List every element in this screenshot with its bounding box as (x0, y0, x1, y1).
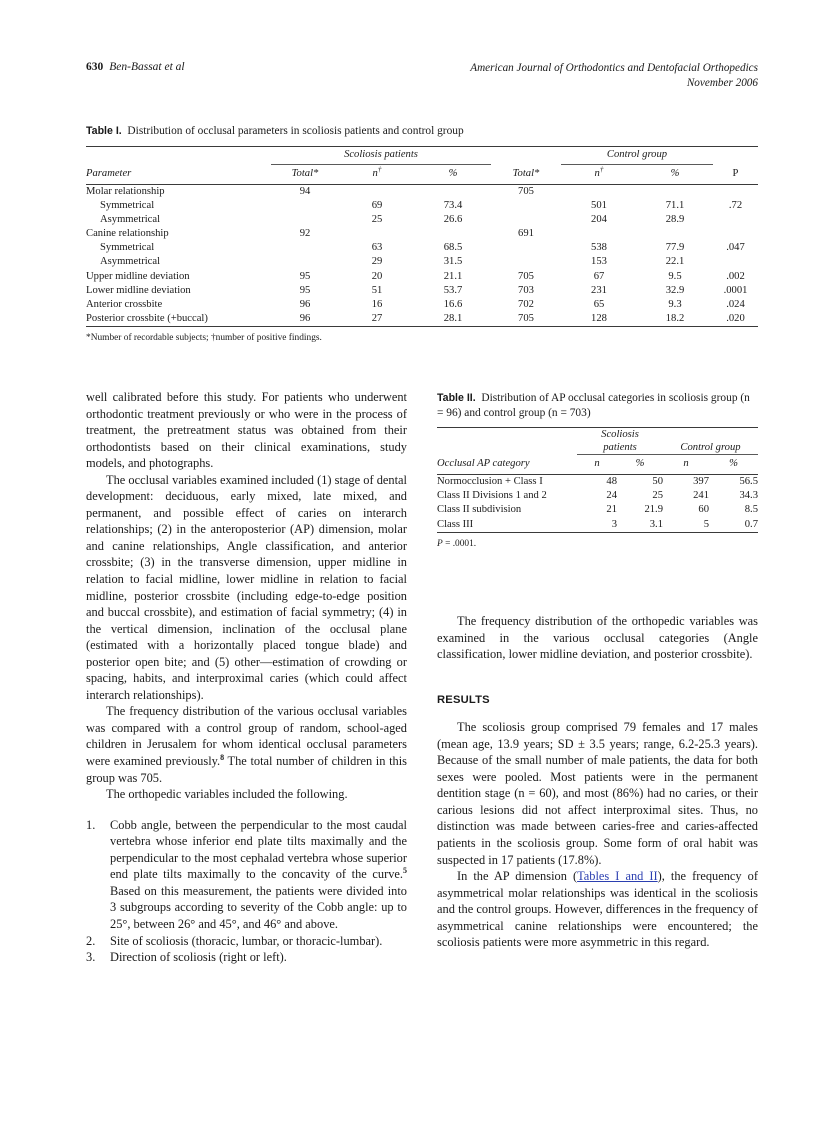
cell-p (713, 227, 758, 241)
cell-total2: 705 (518, 312, 534, 324)
col-header-n-control: n (683, 458, 689, 469)
cell-pct1: 50 (652, 476, 663, 487)
journal-title: American Journal of Orthodontics and Dentofacial Orthopedics (470, 62, 758, 74)
table-1-footnote: *Number of recordable subjects; †number of positive findings. (86, 332, 322, 343)
cell-pct2: 9.3 (668, 298, 682, 310)
cell-category: Class III (437, 518, 474, 530)
cell-n1: 3 (611, 518, 617, 530)
table-1-group-header-row (86, 147, 758, 165)
cell-n1: 63 (371, 242, 383, 254)
table-2-caption-text: Distribution of AP occlusal categories in scoliosis group (n = 96) and control group (n = 703) (437, 392, 750, 419)
cell-category: Class II Divisions 1 and 2 (437, 490, 547, 502)
cell-parameter: Anterior crossbite (86, 298, 163, 310)
dagger-symbol: † (377, 164, 382, 174)
cell-total1: 92 (299, 228, 311, 240)
cell-total2: 703 (518, 284, 534, 296)
cell-n2 (561, 227, 637, 241)
table-row (86, 298, 758, 312)
cell-parameter: Molar relationship (86, 186, 165, 197)
list-item (86, 933, 407, 950)
cell-p: .020 (726, 312, 745, 324)
table-2-label: Table II. (437, 392, 476, 404)
reference-marker-8: 8 (220, 752, 225, 762)
cell-total1 (271, 213, 339, 227)
cell-pct2: 71.1 (665, 200, 685, 212)
spacer-cell (663, 428, 758, 442)
col-header-pct-scoliosis: % (448, 168, 458, 179)
table-row (86, 284, 758, 298)
cell-n2: 67 (593, 270, 605, 282)
running-head-right (470, 61, 758, 90)
cell-category: Normocclusion + Class I (437, 476, 543, 487)
cell-pct1: 21.9 (644, 504, 663, 516)
col-header-category: Occlusal AP category (437, 458, 530, 469)
table-2-footnote-value: = .0001. (442, 538, 477, 549)
list-item-text: Direction of scoliosis (right or left). (110, 950, 287, 965)
cell-n1 (339, 227, 415, 241)
paragraph-3-text-before-link: In the AP dimension ( (457, 869, 578, 884)
table-2-footnote-p: P (437, 538, 443, 549)
cell-total2 (491, 199, 561, 213)
table-1-label: Table I. (86, 125, 122, 137)
cell-n1: 48 (606, 476, 617, 487)
cell-p: .024 (726, 298, 745, 310)
table-row (437, 503, 758, 517)
table-1-block (86, 124, 758, 345)
cell-total1: 96 (299, 298, 311, 310)
cell-parameter: Posterior crossbite (+buccal) (86, 312, 208, 324)
section-heading-results: RESULTS (437, 693, 490, 706)
table-2-footnote (437, 538, 758, 551)
reference-marker-5: 5 (403, 866, 407, 876)
group-header-scoliosis: Scoliosis patients (271, 147, 491, 165)
group-header-control: Control group (663, 441, 758, 455)
cell-pct1: 68.5 (443, 242, 463, 254)
cell-p (713, 185, 758, 200)
cell-p (713, 213, 758, 227)
table-row (86, 241, 758, 255)
col-header-parameter: Parameter (86, 168, 132, 179)
cell-pct1 (415, 185, 491, 200)
cell-p (713, 255, 758, 269)
cell-parameter: Lower midline deviation (86, 284, 191, 296)
table-row (86, 185, 758, 200)
cell-pct1 (415, 227, 491, 241)
table-row (86, 312, 758, 327)
table-2-group-header-row-line1 (437, 428, 758, 442)
cell-n2 (561, 185, 637, 200)
cell-n2: 60 (698, 504, 709, 516)
list-item-number: 3. (86, 950, 96, 965)
paragraph-4: The orthopedic variables included the following. (106, 787, 348, 802)
cell-n2: 204 (591, 214, 607, 226)
cell-pct2: 9.5 (668, 270, 682, 282)
group-header-scoliosis-line2: patients (577, 441, 663, 455)
table-1-caption-text: Distribution of occlusal parameters in scoliosis patients and control group (127, 125, 464, 137)
cell-n2: 231 (591, 284, 607, 296)
col-header-pct-scoliosis: % (635, 458, 645, 469)
cell-pct2: 34.3 (739, 490, 758, 502)
table-2-column-header-row (437, 455, 758, 475)
paragraph-3 (437, 868, 758, 951)
cell-pct2: 28.9 (665, 214, 685, 226)
cell-n1: 16 (371, 298, 383, 310)
spacer-cell (713, 147, 758, 165)
cell-n1: 69 (371, 200, 383, 212)
cell-n1: 51 (371, 284, 383, 296)
cell-total1: 95 (299, 270, 311, 282)
spacer-cell (437, 441, 577, 455)
cell-p: .0001 (723, 284, 748, 296)
paragraph-2: The occlusal variables examined included (1) stage of dental development: deciduous, early mixed, late mixed, and permanent, and possible effect of caries on interarch relationships; (2) in the anteroposterior (AP) dimension, molar and canine relationships, Angle classification, and anterior crossbite; (3) in the transverse dimension, upper midline in relation to facial midline, lower midline in relation to facial midline, posterior crossbite (including edge-to-edge position and buccal crossbite), and estimation of facial symmetry; (4) in the vertical dimension, inclination of the occlusal plane (estimated with a horizontally placed tongue blade) and posterior open bite; and (5) other—estimation of crowding or spacing, habits, and interproximal caries (which could affect interarch relationships). (86, 472, 407, 702)
cell-parameter: Symmetrical (100, 242, 155, 254)
cell-total2: 705 (518, 270, 534, 282)
cell-n2: 128 (591, 312, 607, 324)
cell-n2: 241 (693, 490, 709, 502)
cell-total2 (491, 255, 561, 269)
table-row (437, 475, 758, 490)
cell-total2: 702 (518, 298, 534, 310)
cell-total2: 705 (518, 186, 534, 197)
table-row (86, 227, 758, 241)
cell-p: .002 (726, 270, 745, 282)
paragraph-1: The frequency distribution of the orthopedic variables was examined in the various occlusal categories (Angle classification, lower midline deviation, and posterior crossbite). (437, 614, 758, 662)
cell-p: .72 (728, 200, 743, 212)
cell-pct1: 21.1 (443, 270, 463, 282)
table-row (86, 213, 758, 227)
table-row (86, 199, 758, 213)
table-1-column-header-row (86, 165, 758, 185)
section-spacer (437, 663, 758, 692)
cell-pct2: 18.2 (665, 312, 685, 324)
cell-pct1: 73.4 (443, 200, 463, 212)
cell-total2: 691 (518, 228, 534, 240)
cell-parameter: Upper midline deviation (86, 270, 190, 282)
list-item-text-before-ref: Cobb angle, between the perpendicular to the most caudal vertebra whose inferior end plate tilts maximally and the perpendicular to the most cephalad vertebra whose superior end plate tilts maximally to the concavity of the curve. (110, 817, 407, 882)
paragraph-2: The scoliosis group comprised 79 females and 17 males (mean age, 13.9 years; SD ± 3.5 years; range, 6.2-25.3 years). Because of the small number of male patients, the data for both sexes were pooled. Most patients were in the permanent dentition stage (n = 60), and most (86%) had no caries, or their carious lesions did not affect interproximal sites. Thus, no distinction was made between caries-free and caries-affected patients in the scoliosis group. Some form of oral habit was suspected in 17 patients (17.8%). (437, 720, 758, 867)
body-column-left (86, 389, 407, 966)
table-2-caption (437, 391, 758, 421)
spacer-cell (491, 147, 561, 165)
table-row (86, 270, 758, 284)
table-2-group-header-row-line2 (437, 441, 758, 455)
paragraph-3 (86, 703, 407, 786)
paragraph-3-text-before-ref: The frequency distribution of the various occlusal variables was compared with a control group of random, school-aged children in Jerusalem for whom identical occlusal parameters were examined previously. (86, 704, 407, 769)
cell-n1: 24 (606, 490, 617, 502)
col-header-total-scoliosis: Total* (291, 168, 319, 179)
cell-pct1: 3.1 (649, 518, 663, 530)
cell-pct1: 16.6 (443, 298, 463, 310)
cell-pct2: 0.7 (744, 518, 758, 530)
table-2 (437, 427, 758, 533)
cell-pct1: 26.6 (443, 214, 463, 226)
heading-spacer (437, 708, 758, 719)
cell-parameter: Canine relationship (86, 228, 169, 240)
cell-pct1: 53.7 (443, 284, 463, 296)
col-header-n-scoliosis: n† (372, 164, 382, 179)
cell-n1: 25 (371, 214, 383, 226)
cell-total1 (271, 199, 339, 213)
spacer-cell (86, 147, 271, 165)
list-item (86, 949, 407, 966)
cell-n1 (339, 185, 415, 200)
running-head (86, 61, 758, 95)
paragraph-3-text-after-link: ), the frequency of asymmetrical molar relationships was identical in the scoliosis and the control groups. However, differences in the frequency of asymmetrical canine relationships were encountered; the scoliosis patients were more asymmetric in this regard. (437, 869, 758, 950)
table-1-caption (86, 124, 758, 139)
cell-n2: 501 (591, 200, 607, 212)
col-header-p: P (732, 168, 739, 179)
cell-n2: 5 (703, 518, 709, 530)
cell-n1: 27 (371, 312, 383, 324)
cell-total2 (491, 241, 561, 255)
cell-total1: 96 (299, 312, 311, 324)
col-header-pct-control: % (670, 168, 680, 179)
cell-n1: 21 (606, 504, 617, 516)
table-row (437, 489, 758, 503)
list-item-number: 1. (86, 817, 96, 832)
cell-parameter: Asymmetrical (100, 214, 161, 226)
list-spacer (86, 803, 407, 817)
col-header-n-control: n† (594, 164, 604, 179)
tables-cross-reference-link[interactable]: Tables I and II (577, 869, 658, 884)
cell-parameter: Asymmetrical (100, 256, 161, 268)
spacer-cell (437, 428, 577, 442)
list-item (86, 817, 407, 933)
cell-n2: 538 (591, 242, 607, 254)
orthopedic-variables-list (86, 817, 407, 966)
list-item-number: 2. (86, 933, 96, 948)
paragraph-1: well calibrated before this study. For patients who underwent orthodontic treatment previously or who were in the process of treatment, the pretreatment status was obtained from their orthodontists based on their clinical examinations, study models, and photographs. (86, 390, 407, 471)
dagger-symbol: † (599, 164, 604, 174)
col-header-total-control: Total* (512, 168, 540, 179)
cell-pct2 (637, 185, 713, 200)
running-head-authors: Ben-Bassat et al (109, 61, 185, 73)
col-header-pct-control: % (729, 458, 738, 469)
cell-category: Class II subdivision (437, 504, 522, 516)
table-row (437, 518, 758, 533)
cell-pct2: 22.1 (665, 256, 685, 268)
cell-pct1: 28.1 (443, 312, 463, 324)
cell-total2 (491, 213, 561, 227)
table-row (86, 255, 758, 269)
cell-total1: 95 (299, 284, 311, 296)
body-column-right (437, 613, 758, 951)
cell-pct2: 56.5 (739, 476, 758, 487)
cell-pct2: 32.9 (665, 284, 685, 296)
cell-n1: 29 (371, 256, 383, 268)
list-item-text: Site of scoliosis (thoracic, lumbar, or thoracic-lumbar). (110, 933, 383, 948)
cell-pct2: 8.5 (744, 504, 758, 516)
running-head-left (86, 61, 185, 73)
col-header-n-scoliosis: n (594, 458, 600, 469)
paragraph-3-text-after-ref: The total number of children in this group was 705. (86, 754, 407, 785)
group-header-scoliosis-line1: Scoliosis (601, 429, 639, 440)
cell-pct2 (637, 227, 713, 241)
list-item-text-after-ref: Based on this measurement, the patients were divided into 3 subgroups according to severity of the Cobb angle: up to 25°, between 26° and 45°, and 46° and above. (110, 883, 407, 931)
table-2-block (437, 391, 758, 551)
cell-parameter: Symmetrical (100, 200, 155, 212)
cell-n2: 397 (693, 476, 709, 487)
table-1 (86, 146, 758, 327)
cell-total1: 94 (299, 186, 311, 197)
cell-pct1: 25 (652, 490, 663, 502)
cell-p: .047 (726, 242, 745, 254)
cell-n1: 20 (371, 270, 383, 282)
cell-n2: 153 (591, 256, 607, 268)
cell-total1 (271, 255, 339, 269)
page-number: 630 (86, 61, 104, 73)
cell-pct2: 77.9 (665, 242, 685, 254)
issue-date: November 2006 (686, 76, 758, 89)
cell-pct1: 31.5 (443, 256, 463, 268)
cell-n2: 65 (593, 298, 605, 310)
cell-total1 (271, 241, 339, 255)
group-header-control: Control group (561, 147, 713, 165)
